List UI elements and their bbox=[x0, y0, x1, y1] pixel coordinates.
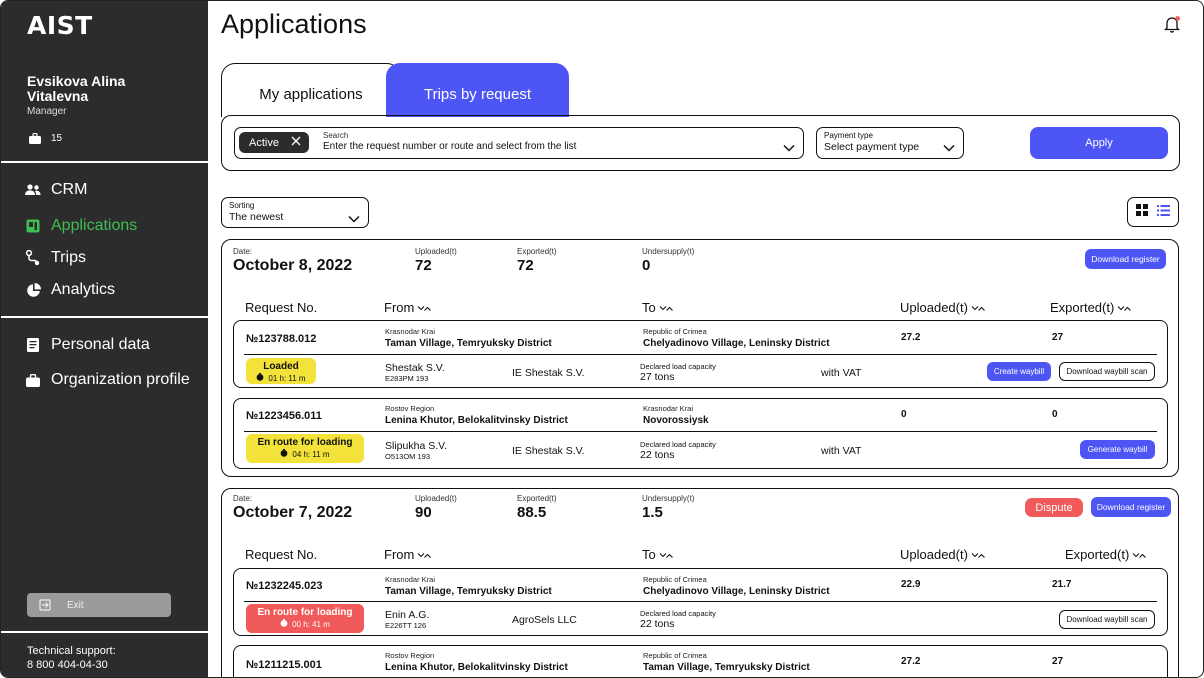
exported-value: 0 bbox=[1052, 409, 1058, 420]
table-row[interactable] bbox=[233, 398, 1168, 469]
sort-icon bbox=[971, 300, 985, 315]
group-exported: Exported(t) 72 bbox=[517, 247, 557, 274]
sidebar-item-crm[interactable] bbox=[25, 181, 87, 199]
download-waybill-scan-button[interactable]: Download waybill scan bbox=[1059, 610, 1155, 629]
dispute-badge[interactable]: Dispute bbox=[1025, 498, 1083, 517]
payment-type-value: Select payment type bbox=[824, 141, 920, 153]
sort-icon bbox=[417, 547, 431, 562]
date-group bbox=[221, 488, 1179, 678]
sort-icon bbox=[659, 300, 673, 315]
column-header-request: Request No. bbox=[245, 547, 318, 562]
view-toggle bbox=[1127, 197, 1179, 227]
request-number[interactable]: №1223456.011 bbox=[246, 410, 322, 422]
sidebar-item-label: Applications bbox=[51, 217, 138, 234]
driver-info: Shestak S.V. E283PM 193 bbox=[385, 362, 445, 383]
sidebar-item-label: Organization profile bbox=[51, 371, 190, 388]
carrier-org: IE Shestak S.V. bbox=[512, 367, 585, 379]
sort-icon bbox=[659, 547, 673, 562]
close-icon[interactable] bbox=[291, 136, 301, 149]
app-logo: AIST bbox=[27, 11, 93, 40]
uploaded-value: 27.2 bbox=[901, 332, 921, 343]
declared-capacity: Declared load capacity 22 tons bbox=[640, 609, 716, 630]
list-view-icon[interactable] bbox=[1157, 203, 1170, 221]
group-date: Date: October 7, 2022 bbox=[233, 494, 353, 521]
generate-waybill-button[interactable]: Generate waybill bbox=[1080, 440, 1155, 459]
table-row[interactable] bbox=[233, 320, 1168, 388]
exit-button[interactable] bbox=[27, 593, 171, 617]
from-location: Krasnodar Krai Taman Village, Temryuksky District bbox=[385, 327, 552, 349]
download-register-button[interactable]: Download register bbox=[1085, 249, 1166, 269]
request-number[interactable]: №1232245.023 bbox=[246, 580, 323, 592]
group-uploaded: Uploaded(t) 90 bbox=[415, 494, 457, 521]
declared-capacity: Declared load capacity 22 tons bbox=[640, 440, 716, 461]
count-value: 15 bbox=[51, 132, 63, 144]
filter-bar bbox=[221, 115, 1180, 171]
sort-icon bbox=[417, 300, 431, 315]
carrier-org: AgroSels LLC bbox=[512, 614, 577, 626]
users-icon bbox=[25, 182, 41, 198]
column-header-uploaded[interactable]: Uploaded(t) bbox=[900, 300, 985, 315]
sort-icon bbox=[1117, 300, 1131, 315]
technical-support bbox=[27, 644, 116, 672]
status-badge: En route for loading 00 h: 41 m bbox=[246, 604, 364, 633]
sidebar bbox=[1, 1, 208, 678]
briefcase-icon bbox=[27, 130, 43, 146]
from-location: Rostov Region Lenina Khutor, Belokalitvinsky District bbox=[385, 404, 568, 426]
search-label: Search bbox=[323, 131, 349, 140]
column-header-to[interactable]: To bbox=[642, 300, 673, 315]
sorting-value: The newest bbox=[229, 211, 284, 223]
sort-icon bbox=[1132, 547, 1146, 562]
main-content bbox=[208, 1, 1204, 678]
sorting-label: Sorting bbox=[229, 201, 255, 210]
sidebar-item-label: CRM bbox=[51, 181, 88, 198]
table-row[interactable] bbox=[233, 568, 1168, 636]
carrier-org: IE Shestak S.V. bbox=[512, 445, 585, 457]
user-role: Manager bbox=[27, 106, 67, 117]
column-header-request: Request No. bbox=[245, 300, 318, 315]
timer-icon bbox=[280, 619, 288, 629]
sort-icon bbox=[971, 547, 985, 562]
sidebar-item-trips[interactable] bbox=[25, 249, 86, 267]
apply-button[interactable]: Apply bbox=[1030, 127, 1168, 159]
uploaded-value: 0 bbox=[901, 409, 907, 420]
driver-info: Slipukha S.V. O513OM 193 bbox=[385, 440, 448, 461]
page-title: Applications bbox=[221, 9, 367, 39]
support-label: Technical support: bbox=[27, 645, 116, 657]
declared-capacity: Declared load capacity 27 tons bbox=[640, 362, 716, 383]
payment-type-label: Payment type bbox=[824, 131, 873, 140]
sidebar-item-analytics[interactable] bbox=[25, 281, 115, 299]
date-value: October 7, 2022 bbox=[233, 504, 353, 521]
group-undersupply: Undersupply(t) 0 bbox=[642, 247, 695, 274]
column-header-from[interactable]: From bbox=[384, 547, 431, 562]
table-row[interactable] bbox=[233, 645, 1168, 678]
to-location: Republic of Crimea Taman Village, Temryuksky District bbox=[643, 651, 810, 673]
chevron-down-icon[interactable] bbox=[783, 139, 795, 157]
logout-icon bbox=[37, 597, 53, 613]
timer-icon bbox=[256, 373, 264, 383]
chevron-down-icon[interactable] bbox=[348, 210, 360, 228]
status-badge: En route for loading 04 h: 11 m bbox=[246, 434, 364, 463]
column-header-exported[interactable]: Exported(t) bbox=[1050, 300, 1131, 315]
sidebar-item-label: Personal data bbox=[51, 336, 150, 353]
active-filter-chip[interactable] bbox=[239, 132, 309, 153]
create-waybill-button[interactable]: Create waybill bbox=[987, 362, 1051, 381]
group-exported: Exported(t) 88.5 bbox=[517, 494, 557, 521]
tab-trips-by-request[interactable]: Trips by request bbox=[386, 63, 569, 117]
from-location: Krasnodar Krai Taman Village, Temryuksky District bbox=[385, 575, 552, 597]
search-input[interactable]: Enter the request number or route and select from the list bbox=[323, 141, 577, 152]
row-divider bbox=[244, 431, 1157, 432]
applications-icon bbox=[25, 218, 41, 234]
sidebar-divider bbox=[1, 161, 208, 163]
exit-label: Exit bbox=[67, 599, 84, 611]
sidebar-divider bbox=[1, 631, 208, 633]
to-location: Republic of Crimea Chelyadinovo Village, Leninsky District bbox=[643, 575, 830, 597]
row-divider bbox=[244, 354, 1157, 355]
to-location: Republic of Crimea Chelyadinovo Village, Leninsky District bbox=[643, 327, 830, 349]
download-waybill-scan-button[interactable]: Download waybill scan bbox=[1059, 362, 1155, 381]
group-date: Date: October 8, 2022 bbox=[233, 247, 353, 274]
sidebar-item-label: Trips bbox=[51, 249, 86, 266]
route-icon bbox=[25, 250, 41, 266]
exported-value: 21.7 bbox=[1052, 579, 1072, 590]
user-applications-count bbox=[27, 130, 62, 146]
sidebar-item-personal-data[interactable] bbox=[25, 336, 150, 354]
sorting-select[interactable] bbox=[221, 197, 369, 228]
sidebar-item-organization-profile[interactable] bbox=[25, 371, 190, 389]
document-icon bbox=[25, 337, 41, 353]
support-phone[interactable]: 8 800 404-04-30 bbox=[27, 659, 108, 671]
grid-view-icon[interactable] bbox=[1136, 203, 1148, 221]
from-location: Rostov Region Lenina Khutor, Belokalitvinsky District bbox=[385, 651, 568, 673]
column-header-exported[interactable]: Exported(t) bbox=[1065, 547, 1146, 562]
download-register-button[interactable]: Download register bbox=[1091, 497, 1171, 517]
group-uploaded: Uploaded(t) 72 bbox=[415, 247, 457, 274]
exported-value: 27 bbox=[1052, 332, 1064, 343]
bell-icon[interactable] bbox=[1163, 15, 1181, 38]
sidebar-item-applications[interactable] bbox=[25, 217, 137, 235]
user-name: Evsikova Alina Vitalevna bbox=[27, 73, 126, 104]
chip-label: Active bbox=[249, 136, 279, 149]
pie-chart-icon bbox=[25, 282, 41, 298]
tabs bbox=[221, 63, 571, 117]
uploaded-value: 27.2 bbox=[901, 656, 921, 667]
tab-my-applications[interactable]: My applications bbox=[221, 63, 401, 117]
timer-icon bbox=[280, 449, 288, 459]
date-group bbox=[221, 239, 1179, 477]
column-header-from[interactable]: From bbox=[384, 300, 431, 315]
status-badge: Loaded 01 h: 11 m bbox=[246, 358, 316, 384]
briefcase-icon bbox=[25, 372, 41, 388]
vat-label: with VAT bbox=[821, 445, 862, 457]
request-number[interactable]: №123788.012 bbox=[246, 333, 317, 345]
search-field[interactable] bbox=[234, 127, 804, 159]
payment-type-select[interactable] bbox=[816, 127, 964, 159]
to-location: Krasnodar Krai Novorossiysk bbox=[643, 404, 709, 426]
request-number[interactable]: №1211215.001 bbox=[246, 659, 322, 671]
exported-value: 27 bbox=[1052, 656, 1064, 667]
column-header-to[interactable]: To bbox=[642, 547, 673, 562]
group-undersupply: Undersupply(t) 1.5 bbox=[642, 494, 695, 521]
sidebar-divider bbox=[1, 316, 208, 318]
sidebar-item-label: Analytics bbox=[51, 281, 116, 298]
date-value: October 8, 2022 bbox=[233, 257, 353, 274]
uploaded-value: 22.9 bbox=[901, 579, 921, 590]
chevron-down-icon[interactable] bbox=[943, 139, 955, 157]
column-header-uploaded[interactable]: Uploaded(t) bbox=[900, 547, 985, 562]
vat-label: with VAT bbox=[821, 367, 862, 379]
driver-info: Enin A.G. E226TT 126 bbox=[385, 609, 430, 630]
row-divider bbox=[244, 601, 1157, 602]
